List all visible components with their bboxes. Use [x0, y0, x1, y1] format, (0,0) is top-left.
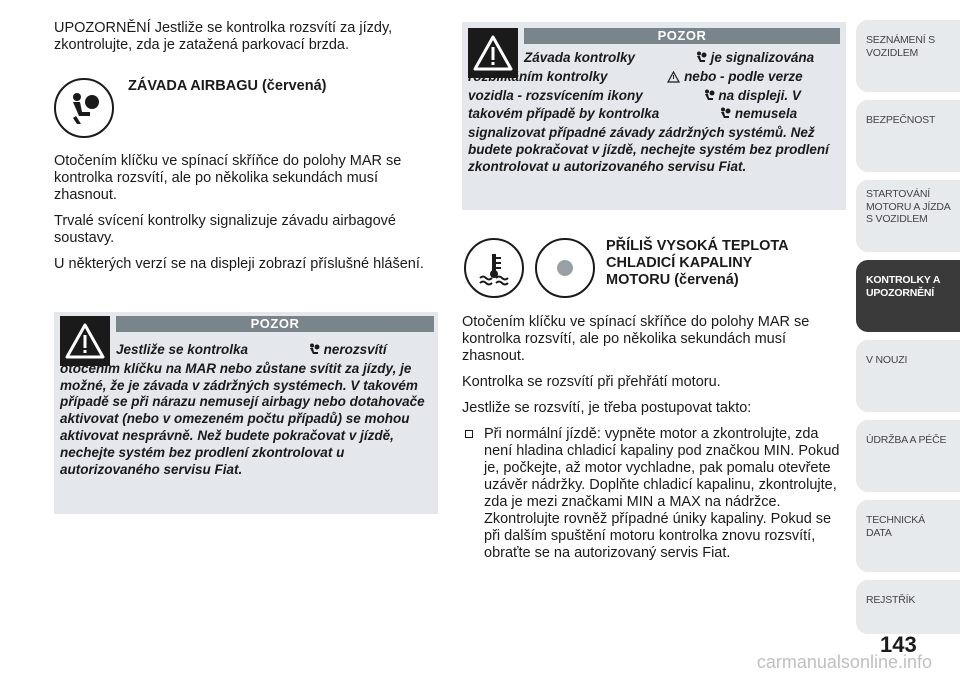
tab-kontrolky[interactable]: KONTROLKY A UPOZORNĚNÍ [856, 260, 960, 332]
warning-triangle-small-icon [611, 71, 680, 88]
airbag-icon [647, 89, 715, 107]
bullet-text: Při normální jízdě: vypněte motor a zkontrolujte, zda není hladina chladicí kapaliny pod značkou MIN. Pokud je, počkejte, až motor vychladne, pak pomalu otevřete uzávěr nádržky. Doplňte chladicí kapalinu, zkontrolujte, zda je mezi značkami MIN a MAX na nádržce. Zkontrolujte rovněž případné úniky kapaliny. Pokud se při dalším spuštění motoru kontrolka znovu rozsvítí, obraťte se na autorizovaný servis Fiat. [484, 426, 840, 561]
warning-text-start: Jestliže se kontrolka [116, 342, 249, 357]
coolant-paragraph-3: Jestliže se rozsvítí, je třeba postupovat takto: [462, 400, 752, 416]
airbag-icon [639, 51, 707, 69]
intro-note: UPOZORNĚNÍ Jestliže se kontrolka rozsvítí za jízdy, zkontrolujte, zda je zatažená parkovací brzda. [54, 20, 393, 53]
airbag-body [54, 153, 436, 282]
coolant-paragraph-1: Otočením klíčku ve spínací skříňce do polohy MAR se kontrolka rozsvítí, ale po několika sekundách musí zhasnout. [462, 314, 810, 364]
list-item [462, 426, 846, 562]
warning-text-1: Závada kontrolky [524, 50, 636, 65]
checkbox-bullet-icon [465, 430, 473, 438]
indicator-fault-warning-text [468, 50, 840, 176]
indicator-lamp-icon [535, 238, 595, 298]
airbag-paragraph-2: Trvalé svícení kontrolky signalizuje závadu airbagové soustavy. [54, 213, 396, 246]
airbag-heading: ZÁVADA AIRBAGU (červená) [128, 78, 327, 94]
left-column [54, 20, 436, 63]
warning-text-2: je signalizována rozblikáním kontrolky [468, 50, 815, 84]
warning-title: POZOR [524, 28, 840, 44]
warning-text-rest: nerozsvítí otočením klíčku na MAR nebo zůstane svítit za jízdy, je možné, že je závada v zádržných systémech. V takovém případě se při nárazu nemusejí airbagy nebo dotahovače aktivovat (nebo v omezeném počtu případů) se mohou aktivovat nesprávně. Než budete pokračovat v jízdě, nechejte systém bez prodlení zkontrolovat u autorizovaného servisu Fiat. [60, 342, 425, 477]
airbag-warning-box [54, 312, 438, 514]
coolant-paragraph-2: Kontrolka se rozsvítí při přehřátí motoru. [462, 374, 721, 390]
tab-technicka-data[interactable]: TECHNICKÁ DATA [856, 500, 960, 572]
warning-title: POZOR [116, 316, 434, 332]
airbag-paragraph-1: Otočením klíčku ve spínací skříňce do polohy MAR se kontrolka rozsvítí, ale po několika sekundách musí zhasnout. [54, 153, 402, 203]
coolant-heading [606, 238, 846, 289]
tab-startovani[interactable]: STARTOVÁNÍ MOTORU A JÍZDA S VOZIDLEM [856, 180, 960, 252]
warning-text-3: nebo - podle verze vozidla - rozsvícením ikony [468, 68, 803, 103]
airbag-warning-text [60, 342, 432, 478]
airbag-warning-icon [54, 78, 114, 138]
airbag-icon [663, 107, 731, 125]
tab-rejstrik[interactable]: REJSTŘÍK [856, 580, 960, 634]
page-number: 143 [880, 632, 917, 657]
coolant-temperature-icon [464, 238, 524, 298]
tab-udrzba[interactable]: ÚDRŽBA A PÉČE [856, 420, 960, 492]
airbag-paragraph-3: U některých verzí se na displeji zobrazí příslušné hlášení. [54, 256, 424, 272]
airbag-icon [252, 343, 320, 361]
tab-seznameni[interactable]: SEZNÁMENÍ S VOZIDLEM [856, 20, 960, 92]
watermark: carmanualsonline.info [756, 652, 932, 672]
warning-text-4: na displeji. V takovém případě by kontrolka [468, 87, 801, 122]
coolant-heading-line-1: PŘÍLIŠ VYSOKÁ TEPLOTA [606, 238, 789, 254]
warning-text-5: nemusela signalizovat případné závady zádržných systémů. Než budete pokračovat v jízdě, nechejte systém bez prodlení zkontrolovat u autorizovaného servisu Fiat. [468, 106, 829, 174]
indicator-fault-warning-box [462, 22, 846, 210]
coolant-heading-line-2: CHLADICÍ KAPALINY [606, 255, 753, 271]
coolant-body [462, 314, 846, 562]
tab-bezpecnost[interactable]: BEZPEČNOST [856, 100, 960, 172]
coolant-heading-line-3: MOTORU (červená) [606, 272, 739, 288]
tab-v-nouzi[interactable]: V NOUZI [856, 340, 960, 412]
